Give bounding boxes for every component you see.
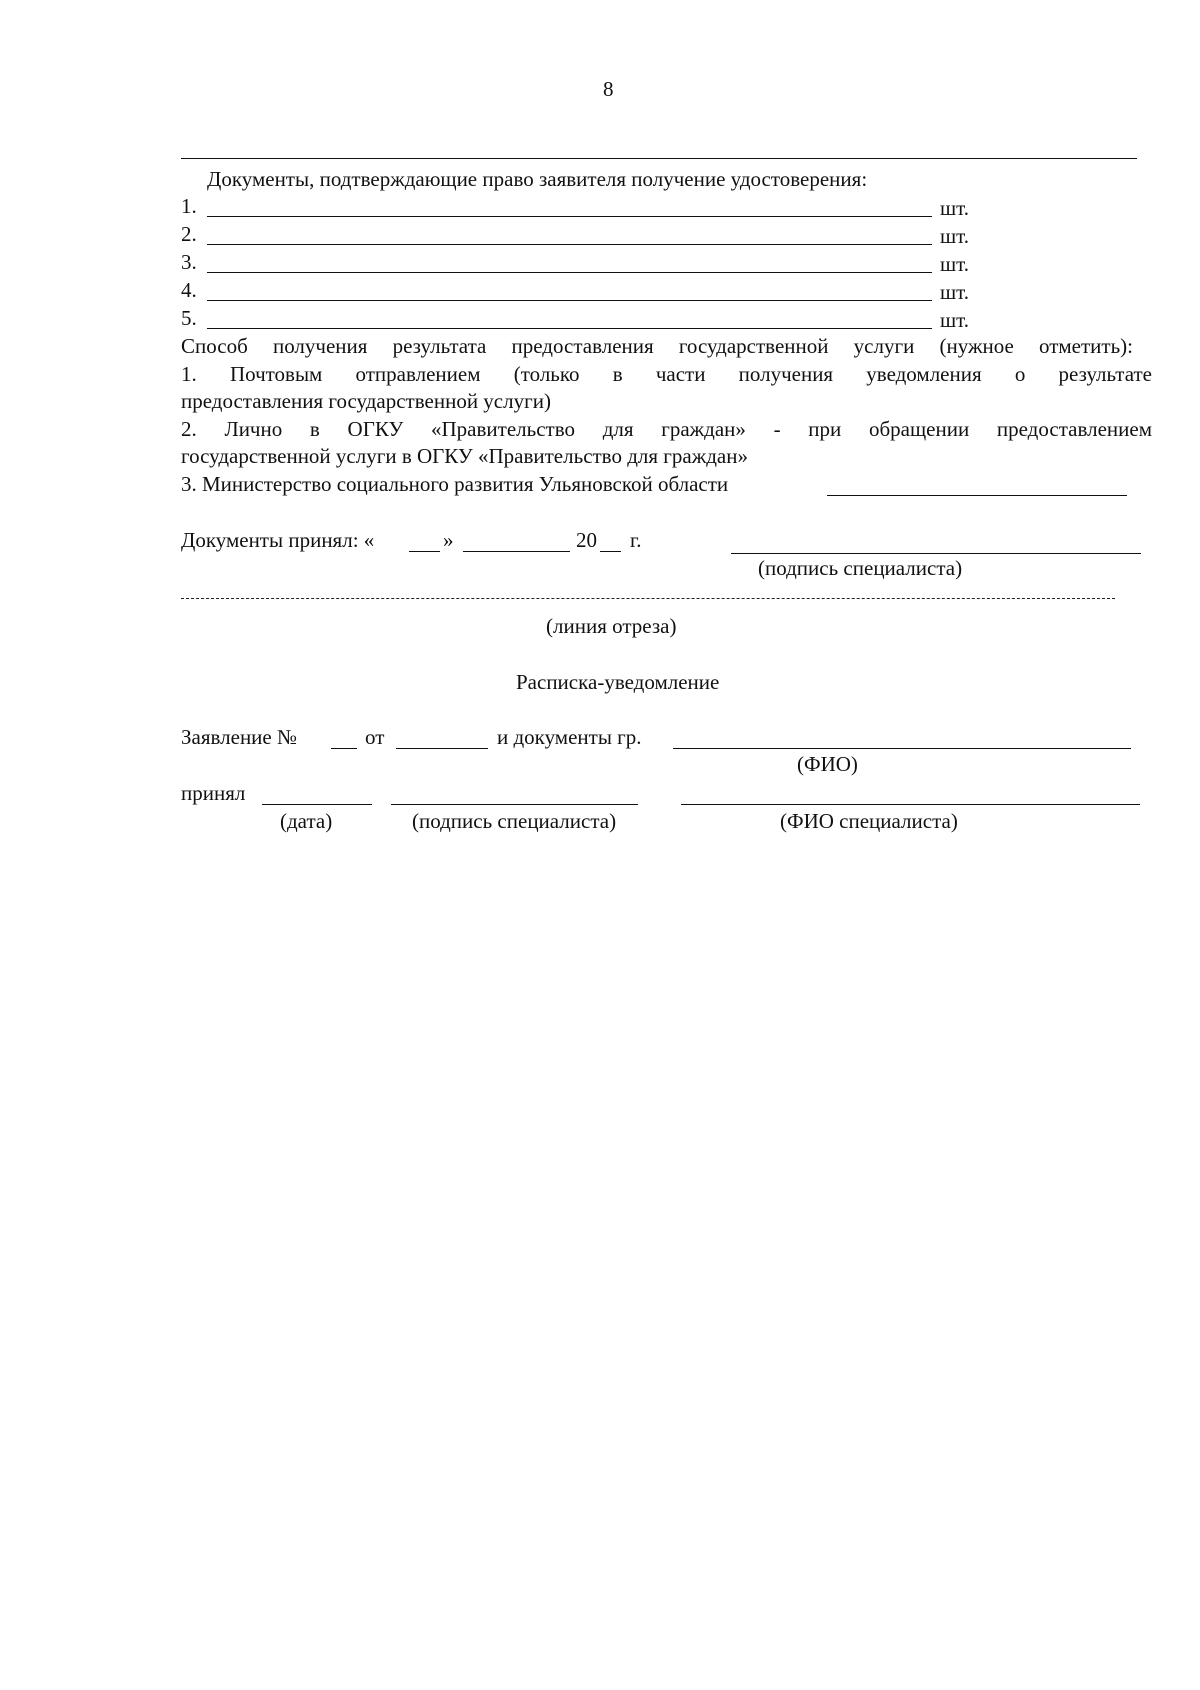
method-heading: Способ получения результата предоставления государственной услуги (нужное отметить): <box>181 334 1133 358</box>
document-row-blank[interactable] <box>207 328 932 329</box>
receipt-from-blank[interactable] <box>396 748 488 749</box>
method-option-3-blank[interactable] <box>827 495 1127 496</box>
receipt-accepted-label: принял <box>181 781 246 805</box>
documents-heading: Документы, подтверждающие право заявителя получение удостоверения: <box>207 167 868 191</box>
top-rule <box>181 158 1137 159</box>
document-row-blank[interactable] <box>207 300 932 301</box>
receipt-from-label: от <box>365 725 385 749</box>
method-option-1-line-1[interactable]: 1. Почтовым отправлением (только в части получения уведомления о результате <box>181 362 1152 386</box>
page-number: 8 <box>603 77 614 101</box>
document-row-number: 2. <box>181 222 197 246</box>
cut-line <box>181 598 1115 599</box>
receipt-fio-caption: (ФИО) <box>797 752 858 776</box>
document-row-number: 1. <box>181 194 197 218</box>
receipt-title: Расписка-уведомление <box>516 670 720 694</box>
receipt-specialist-fio-caption: (ФИО специалиста) <box>780 809 958 833</box>
document-row-number: 3. <box>181 250 197 274</box>
document-row-blank[interactable] <box>207 216 932 217</box>
cut-line-caption: (линия отреза) <box>546 614 677 638</box>
document-row-blank[interactable] <box>207 244 932 245</box>
receipt-statement-label: Заявление № <box>181 725 298 749</box>
receipt-fio-blank[interactable] <box>673 748 1131 749</box>
document-row-unit: шт. <box>940 196 970 220</box>
accepted-year-suffix: г. <box>630 528 642 552</box>
accepted-month-blank[interactable] <box>463 551 570 552</box>
document-row-number: 4. <box>181 278 197 302</box>
accepted-year-prefix: 20 <box>576 528 597 552</box>
receipt-statement-number-blank[interactable] <box>331 748 357 749</box>
document-row-number: 5. <box>181 306 197 330</box>
document-row-blank[interactable] <box>207 272 932 273</box>
accepted-signature-caption: (подпись специалиста) <box>758 556 963 580</box>
accepted-signature-blank[interactable] <box>731 553 1141 554</box>
receipt-specialist-fio-blank[interactable] <box>681 804 1140 805</box>
document-row-unit: шт. <box>940 252 970 276</box>
receipt-docs-label: и документы гр. <box>497 725 642 749</box>
receipt-signature-blank[interactable] <box>391 804 638 805</box>
accepted-day-blank[interactable] <box>409 551 440 552</box>
receipt-date-blank[interactable] <box>262 804 372 805</box>
receipt-signature-caption: (подпись специалиста) <box>412 809 617 833</box>
document-row-unit: шт. <box>940 224 970 248</box>
accepted-label: Документы принял: « <box>181 528 375 552</box>
accepted-quote-close: » <box>443 528 454 552</box>
method-option-3[interactable]: 3. Министерство социального развития Ульяновской области <box>181 472 729 496</box>
method-option-2-line-1[interactable]: 2. Лично в ОГКУ «Правительство для граждан» - при обращении предоставлением <box>181 417 1152 441</box>
document-row-unit: шт. <box>940 280 970 304</box>
method-option-2-line-2: государственной услуги в ОГКУ «Правительство для граждан» <box>181 444 748 468</box>
receipt-date-caption: (дата) <box>280 809 333 833</box>
document-row-unit: шт. <box>940 308 970 332</box>
accepted-year-blank[interactable] <box>600 551 621 552</box>
method-option-1-line-2: предоставления государственной услуги) <box>181 389 551 413</box>
